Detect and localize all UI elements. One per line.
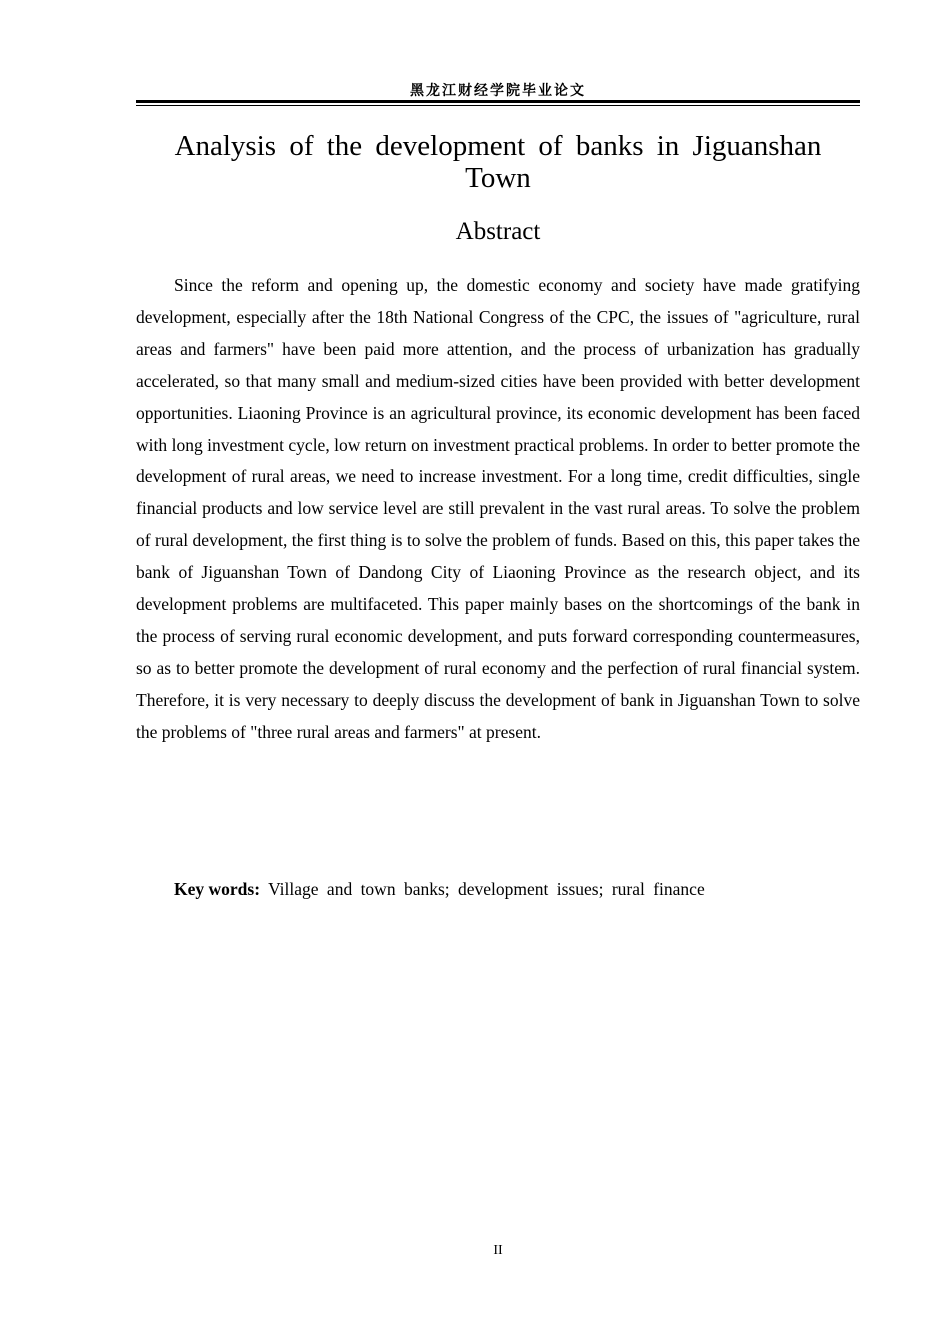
abstract-heading: Abstract xyxy=(455,218,541,245)
keywords-label: Key words: xyxy=(174,879,261,899)
page-number: II xyxy=(493,1243,503,1258)
header-rule-thick xyxy=(136,100,860,103)
header-rule-thin xyxy=(136,105,860,106)
keywords-text: Village and town banks; development issues; rural finance xyxy=(268,879,705,899)
paper-title: Analysis of the development of banks in Jiguanshan Town xyxy=(174,130,822,194)
abstract-body: Since the reform and opening up, the domestic economy and society have made gratifying development, especially after the 18th National Congress of the CPC, the issues of "agriculture, rural areas and farmers" have been paid more attention, and the process of urbanization has gradually accelerated, so that many small and medium-sized cities have been provided with better development opportunities. Liaoning Province is an agricultural province, its economic development has been faced with long investment cycle, low return on investment practical problems. In order to better promote the development of rural areas, we need to increase investment. For a long time, credit difficulties, single financial products and low service level are still prevalent in the vast rural areas. To solve the problem of rural development, the first thing is to solve the problem of funds. Based on this, this paper takes the bank of Jiguanshan Town of Dandong City of Liaoning Province as the research object, and its development problems are multifaceted. This paper mainly bases on the shortcomings of the bank in the process of serving rural economic development, and puts forward corresponding countermeasures, so as to better promote the development of rural economy and the perfection of rural financial system. Therefore, it is very necessary to deeply discuss the development of bank in Jiguanshan Town to solve the problems of "three rural areas and farmers" at present. xyxy=(136,275,860,742)
keywords-line xyxy=(174,879,864,900)
running-header: 黑龙江财经学院毕业论文 xyxy=(410,83,586,99)
